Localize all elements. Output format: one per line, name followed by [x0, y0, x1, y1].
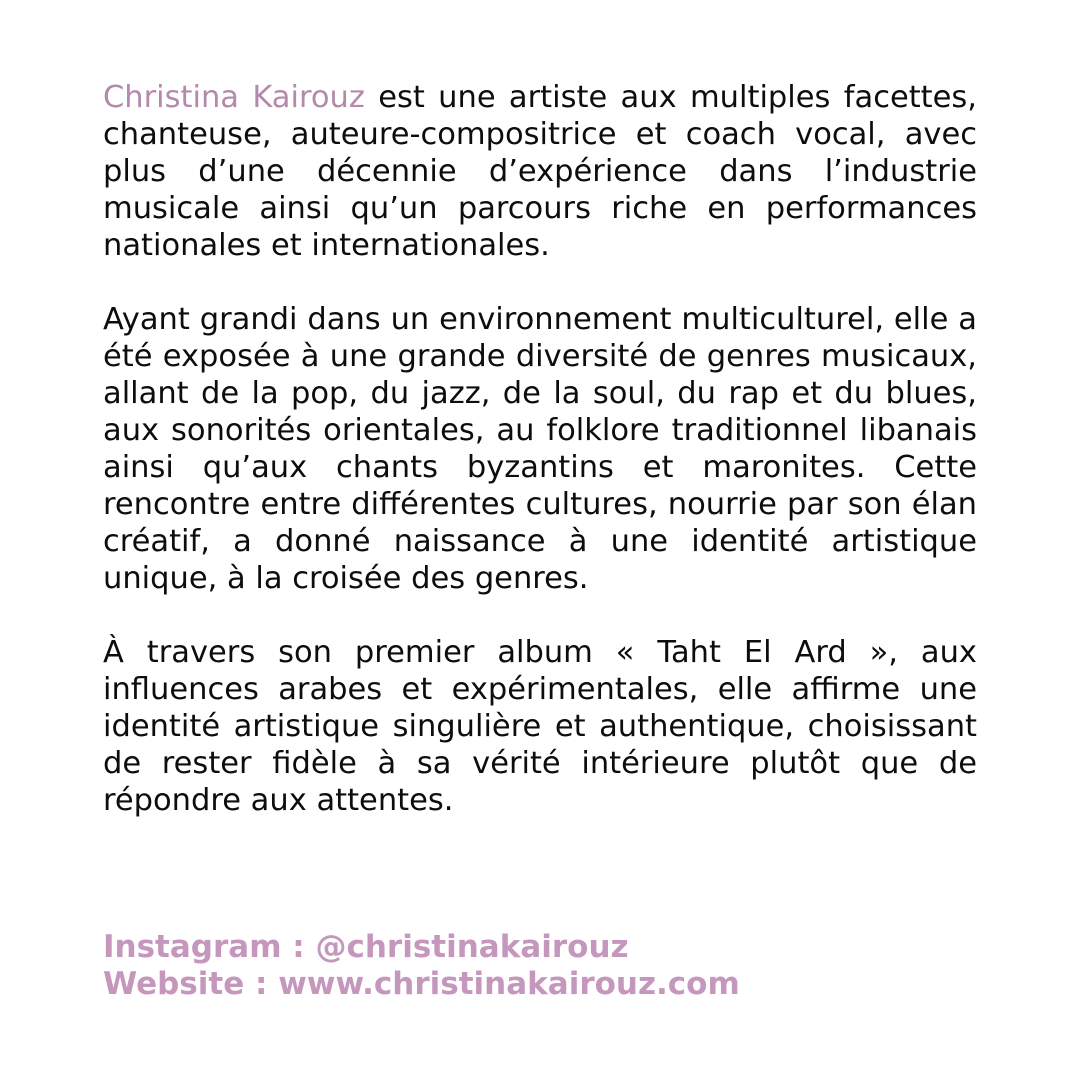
artist-name: Christina Kairouz — [103, 80, 365, 115]
bio-paragraph-intro — [103, 79, 977, 264]
bio-paragraph-intro-text: est une artiste aux multiples facettes, chanteuse, auteure-compositrice et coach vocal, avec plus d’une décennie d’expérience dans l’industrie musicale ainsi qu’un parcours riche en performances nationales et internationales. — [103, 80, 977, 263]
bio-paragraph-background: Ayant grandi dans un environnement multiculturel, elle a été exposée à une grande diversité de genres musicaux, allant de la pop, du jazz, de la soul, du rap et du blues, aux sonorités orientales, au folklore traditionnel libanais ainsi qu’aux chants byzantins et maronites. Cette rencontre entre différentes cultures, nourrie par son élan créatif, a donné naissance à une identité artistique unique, à la croisée des genres. — [103, 302, 977, 596]
instagram-link[interactable]: Instagram : @christinakairouz — [103, 929, 629, 965]
contact-links — [103, 929, 977, 1003]
bio-paragraph-album: À travers son premier album « Taht El Ard », aux influences arabes et expérimentales, elle affirme une identité artistique singulière et authentique, choisissant de rester fidèle à sa vérité intérieure plutôt que de répondre aux attentes. — [103, 635, 977, 818]
website-link[interactable]: Website : www.christinakairouz.com — [103, 966, 740, 1002]
bio-text-block — [103, 79, 977, 819]
